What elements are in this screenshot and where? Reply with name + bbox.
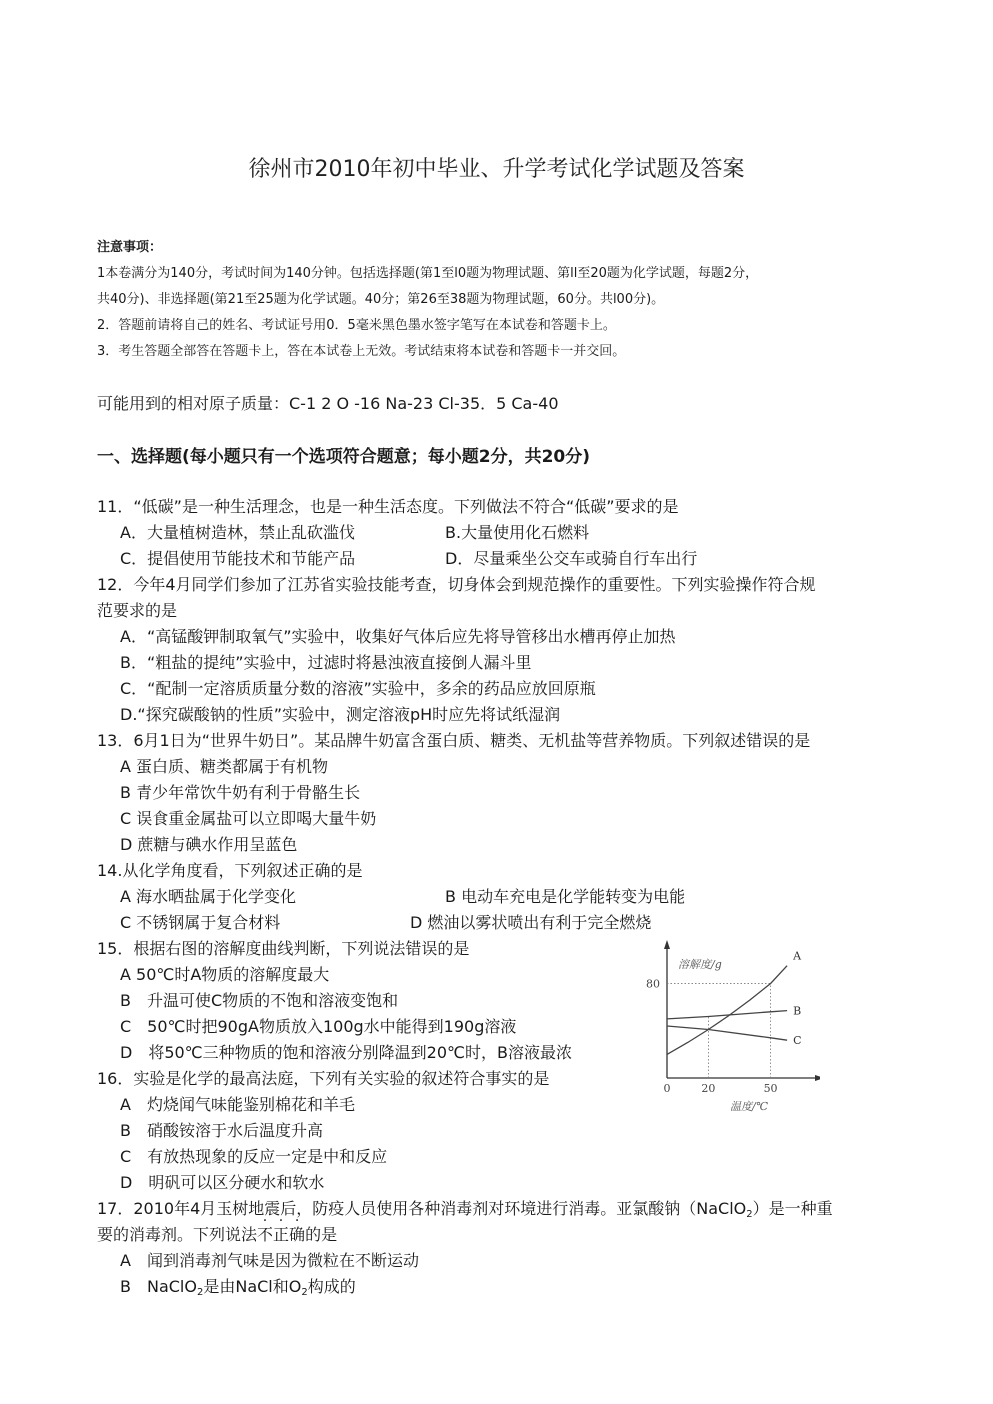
series-line-a [667,966,787,1055]
question-17-stem [97,1196,833,1220]
question-17-stem-cont-end: 的是 [305,1225,338,1244]
question-17-stem-text: 17．2010年4月玉树地震后，防疫人员使用各种消毒剂对环境进行消毒。亚氯酸钠（NaClO [97,1199,747,1218]
note-line-1: 1本卷满分为140分，考试时间为140分钟。包括选择题(第1至l0题为物理试题、第ll至20题为化学试题，每题2分， [97,266,759,281]
question-11-option-c: C．提倡使用节能技术和节能产品 [120,549,356,568]
question-14-option-d: D 燃油以雾状喷出有利于完全燃烧 [410,913,652,932]
emphasis-char: 正 [273,1225,290,1244]
series-line-c [667,1026,787,1040]
question-16-stem: 16．实验是化学的最高法庭，下列有关实验的叙述符合事实的是 [97,1069,550,1088]
question-13-stem: 13．6月1日为“世界牛奶日”。某品牌牛奶富含蛋白质、糖类、无机盐等营养物质。下列叙述错误的是 [97,731,811,750]
question-12-option-c: C．“配制一定溶质质量分数的溶液”实验中，多余的药品应放回原瓶 [120,679,596,698]
question-13-option-b: B 青少年常饮牛奶有利于骨骼生长 [120,783,361,802]
question-12-stem: 12．今年4月同学们参加了江苏省实验技能考查，切身体会到规范操作的重要性。下列实验操作符合规 [97,575,816,594]
question-11-option-a: A．大量植树造林，禁止乱砍滥伐 [120,523,355,542]
question-17-stem-cont [97,1222,337,1245]
note-line-4: 3．考生答题全部答在答题卡上，答在本试卷上无效。考试结束将本试卷和答题卡一并交回。 [97,344,626,359]
question-16-option-b: B 硝酸铵溶于水后温度升高 [120,1121,323,1140]
question-13-option-d: D 蔗糖与碘水作用呈蓝色 [120,835,298,854]
question-17-option-a: A 闻到消毒剂气味是因为微粒在不断运动 [120,1251,419,1270]
question-15-option-b: B 升温可使C物质的不饱和溶液变饱和 [120,991,399,1010]
y-tick-label: 80 [646,977,660,991]
x-axis-arrow-icon [815,1075,820,1081]
question-16-option-d: D 明矾可以区分硬水和软水 [120,1173,325,1192]
series-line-b [667,1011,787,1019]
section-heading: 一、选择题(每小题只有一个选项符合题意；每小题2分，共20分) [97,447,591,467]
question-11-option-d: D．尽量乘坐公交车或骑自行车出行 [445,549,698,568]
atomic-mass-line: 可能用到的相对原子质量：C-1 2 O -16 Na-23 Cl-35．5 Ca-40 [97,394,559,413]
question-13-option-a: A 蛋白质、糖类都属于有机物 [120,757,329,776]
question-12-stem-cont: 范要求的是 [97,601,178,620]
x-axis-label: 温度/℃ [730,1100,769,1113]
question-12-option-d: D.“探究碳酸钠的性质”实验中，测定溶液pH时应先将试纸湿润 [120,705,561,724]
emphasis-not-correct [257,1225,305,1244]
x-tick-label: 50 [763,1082,778,1095]
y-axis-arrow-icon [664,940,670,949]
option-b-text: B NaClO [120,1277,197,1296]
question-12-option-b: B．“粗盐的提纯”实验中，过滤时将悬浊液直接倒人漏斗里 [120,653,532,672]
question-16-option-c: C 有放热现象的反应一定是中和反应 [120,1147,388,1166]
x-tick-label: 20 [701,1082,716,1095]
emphasis-char: 不 [257,1225,274,1244]
x-tick-label: 0 [663,1082,671,1095]
page-title: 徐州市2010年初中毕业、升学考试化学试题及答案 [248,157,745,182]
note-line-3: 2．答题前请将自己的姓名、考试证号用0．5毫米黑色墨水签字笔写在本试卷和答题卡上。 [97,318,616,333]
y-axis-label: 溶解度/g [678,958,722,971]
emphasis-char: 确 [289,1225,306,1244]
question-14-option-a: A 海水晒盐属于化学变化 [120,887,297,906]
question-15-option-d: D 将50℃三种物质的饱和溶液分别降温到20℃时，B溶液最浓 [120,1043,572,1062]
option-b-text-end: 构成的 [307,1277,356,1296]
question-17-stem-text-end: ）是一种重 [752,1199,833,1218]
series-label-b: B [793,1004,802,1018]
subscript: 2 [196,1287,204,1298]
question-15-option-a: A 50℃时A物质的溶解度最大 [120,965,330,984]
series-label-c: C [793,1034,802,1048]
question-14-stem: 14.从化学角度看，下列叙述正确的是 [97,861,363,880]
question-12-option-a: A．“高锰酸钾制取氧气”实验中，收集好气体后应先将导管移出水槽再停止加热 [120,627,676,646]
option-b-text-mid: 是由NaCl和O [203,1277,302,1296]
question-13-option-c: C 误食重金属盐可以立即喝大量牛奶 [120,809,377,828]
series-label-a: A [793,949,802,963]
question-15-option-c: C 50℃时把90gA物质放入100g水中能得到190g溶液 [120,1017,517,1036]
notes-heading: 注意事项： [97,240,163,255]
solubility-chart [640,938,820,1118]
question-17-option-b [120,1274,356,1298]
question-16-option-a: A 灼烧闻气味能鉴别棉花和羊毛 [120,1095,355,1114]
note-line-2: 共40分)、非选择题(第21至25题为化学试题。40分；第26至38题为物理试题，60分。共l00分)。 [97,292,665,307]
question-14-option-b: B 电动车充电是化学能转变为电能 [445,887,686,906]
question-14-option-c: C 不锈钢属于复合材料 [120,913,281,932]
question-11-option-b: B.大量使用化石燃料 [445,523,590,542]
subscript: 2 [301,1287,308,1298]
subscript: 2 [746,1209,753,1220]
question-11-stem: 11．“低碳”是一种生活理念，也是一种生活态度。下列做法不符合“低碳”要求的是 [97,497,679,516]
question-17-stem-cont-text: 要的消毒剂。下列说法 [97,1225,258,1244]
question-15-stem: 15．根据右图的溶解度曲线判断，下列说法错误的是 [97,939,470,958]
